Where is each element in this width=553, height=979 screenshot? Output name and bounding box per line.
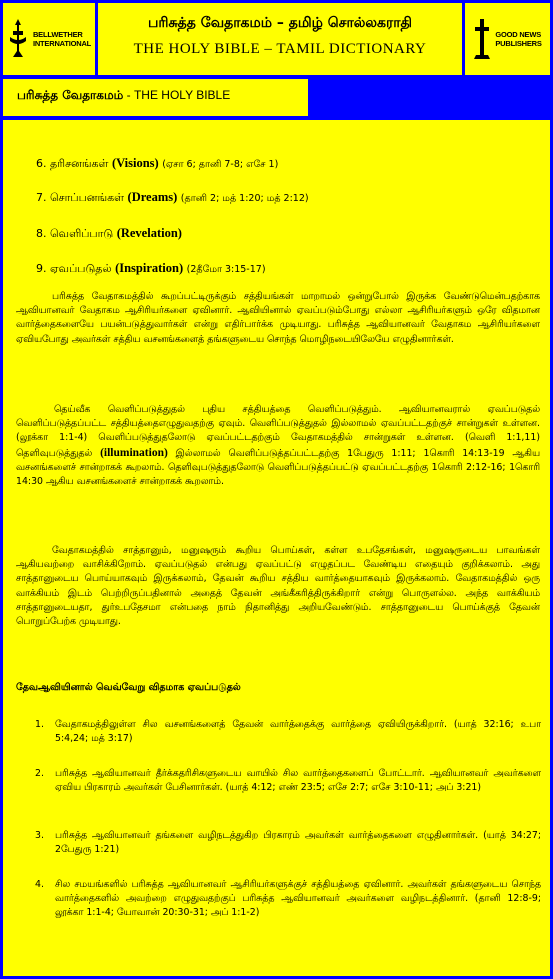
list-item: [35, 878, 541, 921]
numbered-item-english: (Inspiration): [115, 261, 184, 275]
numbered-item-revelation: [36, 226, 182, 241]
numbered-item-ref: (ஏசா 6; தானி 7-8; எசே 1): [162, 159, 279, 170]
numbered-item-english: (Revelation): [116, 226, 182, 240]
numbered-item-tamil: வெளிப்பாடு: [50, 227, 114, 240]
section-label-english: - THE HOLY BIBLE: [123, 88, 231, 102]
paragraph-revelation: [16, 403, 540, 489]
numbered-item-tamil: தரிசனங்கள்: [50, 157, 109, 170]
list-item-num: 3.: [35, 830, 44, 841]
paragraph-text: இல்லாமல் வெளிப்படுத்தப்பட்டதற்கு 1பேதுரு 1:11; 1கொரி 14:13-19 ஆகிய வசனங்களைச் சான்றாகக் கூறலாம். தெளிவுபடுத்துதலோடு வெளிப்படுத்தப்பட்டு ஏவப்பட்டதற்கு 1கொரி 2:12-16; 1கொரி 14:30 ஆகிய வசனங்களைச் சான்றாகக் கூறலாம்.: [16, 447, 540, 488]
numbered-item-ref: (தானி 2; மத் 1:20; மத் 2:12): [180, 193, 309, 204]
goodnews-emblem-icon: [473, 17, 491, 61]
goodnews-logo-line1: GOOD NEWS: [495, 30, 542, 39]
numbered-item-english: (Visions): [111, 156, 159, 170]
subheading: தேவஆவியினால் வெவ்வேறு விதமாக ஏவப்படுதல்: [16, 682, 241, 693]
list-item-text: சில சமயங்களில் பரிசுத்த ஆவியானவர் ஆசிரியர்களுக்குச் சத்தியத்தை ஏவினார். அவர்கள் தங்களுடைய சொந்த வார்த்தைகளில் அவற்றை எழுதுவதற்குப் பரிசுத்த ஆவியானவர் அவர்களை வழிநடத்தினார். (தானி 12:8-9; லூக்கா 1:1-4; யோவான் 20:30-31; அப் 1:1-2): [55, 879, 541, 919]
numbered-item-num: 7.: [36, 191, 47, 204]
numbered-item-dreams: [36, 190, 309, 206]
bellwether-logo-box: [3, 3, 95, 75]
numbered-item-num: 9.: [36, 262, 47, 275]
goodnews-logo-line2: PUBLISHERS: [495, 39, 542, 48]
numbered-item-inspiration: [36, 261, 266, 277]
list-item: [35, 718, 541, 746]
list-item: [35, 829, 541, 857]
list-item-text: வேதாகமத்திலுள்ள சில வசனங்களைத் தேவன் வார்த்தைக்கு வார்த்தை ஏவியிருக்கிறார். (யாத் 32:16; உபா 5:4,24; மத் 3:17): [55, 719, 541, 745]
numbered-item-tamil: ஏவப்படுதல்: [50, 262, 116, 275]
goodnews-logo: [473, 17, 541, 61]
illumination-term: (illumination): [100, 446, 168, 459]
list-item-num: 4.: [35, 879, 44, 890]
section-label-tamil: பரிசுத்த வேதாகமம்: [17, 88, 124, 102]
list-item-text: பரிசுத்த ஆவியானவர் தங்களை வழிநடத்துகிற பிரகாரம் அவர்கள் வார்த்தைகளை எழுதினார்கள். (யாத் 34:27; 2பேதுரு 1:21): [55, 830, 541, 856]
bellwether-logo-line2: INTERNATIONAL: [32, 39, 92, 48]
numbered-item-visions: [36, 156, 278, 172]
bellwether-logo: [7, 17, 91, 61]
page-title-tamil: பரிசுத்த வேதாகமம் – தமிழ் சொல்லகராதி: [148, 15, 412, 31]
numbered-item-num: 6.: [36, 157, 47, 170]
bellwether-emblem-icon: [7, 17, 29, 61]
title-box: [98, 3, 462, 75]
list-item-text: பரிசுத்த ஆவியானவர் தீர்க்கதரிசிகளுடைய வாயில் சில வார்த்தைகளைப் போட்டார். ஆவியானவர் அவர்களை ஏவிய பிரகாரம் அவர்கள் பேசினார்கள். (யாத் 4:12; எண் 23:5; எசே 2:7; எசே 3:10-11; அப் 3:21): [55, 768, 541, 794]
numbered-item-ref: (2தீமோ 3:15-17): [186, 264, 266, 275]
paragraph-text: பரிசுத்த வேதாகமத்தில் கூறப்பட்டிருக்கும் சத்தியங்கள் மாறாமல் ஒன்றுபோல் இருக்க வேண்டுமென்பதற்காக ஆவியானவர் வேதாகம ஆசிரியர்களை ஏவினார். ஆவியினால் ஏவப்படும்போது எல்லா ஆசிரியர்களும் ஒரே விதமான வார்த்தைகளையே பயன்படுத்துவார்கள் என்று எதிர்பார்க்க முடியாது. பரிசுத்த ஆவியானவர் வேதாகம ஆசிரியர்களை ஏவியபோது அவர்கள் சத்திய வசனங்களைத் தங்களுடைய சொந்த மொழிநடையிலேயே எழுதினார்கள்.: [16, 291, 540, 345]
paragraph-satan: [16, 544, 540, 629]
paragraph-text: வேதாகமத்தில் சாத்தானும், மனுஷரும் கூறிய பொய்கள், கள்ள உபதேசங்கள், மனுஷருடைய பாவங்கள் ஆகியவற்றை வாசிக்கிறோம். ஏவப்படுதல் என்பது ஏவப்பட்டு எழுதப்பட வேண்டிய எதையும் குறிக்கலாம். அது சாத்தானுடைய பொய்யாகவும் இருக்கலாம், தேவன் கூறிய சத்திய வார்த்தையாகவும் இருக்கலாம். வேதாகமத்தில் ஒரு வாக்கியம் இடம் பெற்றிருப்பதினால் அதைத் தேவன் அங்கீகரித்திருக்கிறார் என்று பொருளல்ல. அந்த வாக்கியம் சாத்தானுடையதா, துர்உபதேசமா என்பதை நாம் நிதானித்து அறியவேண்டும். சாத்தானுடைய பொய்க்குத் தேவன் பொறுப்பேற்க முடியாது.: [16, 545, 540, 628]
bellwether-logo-line1: BELLWETHER: [32, 30, 83, 39]
numbered-item-english: (Dreams): [127, 190, 178, 204]
list-item: [35, 767, 541, 795]
paragraph-inspiration: [16, 290, 540, 347]
numbered-item-tamil: சொப்பனங்கள்: [50, 191, 125, 204]
section-label-box: [3, 79, 308, 116]
numbered-item-num: 8.: [36, 227, 47, 240]
paragraph-text: தெய்வீக வெளிப்படுத்துதல் புதிய சத்தியத்தை வெளிப்படுத்தும். ஆவியானவரால் ஏவப்படுதல் வெளிப்படுத்தப்பட்ட சத்தியத்தைஎழுதுவதற்கு ஏவும். வெளிப்படுத்துதல் இல்லாமல் ஏவப்பட்டதற்குச் சான்றுகள் உள்ளன. (லூக்கா 1:1-4) வெளிப்படுத்துதலோடு ஏவப்பட்டதற்கும் வேதாகமத்தில் சான்றுகள் உள்ளன. (வெளி 1:1,11) தெளிவுபடுத்துதல்: [16, 404, 540, 459]
page-title-english: THE HOLY BIBLE – TAMIL DICTIONARY: [133, 41, 427, 57]
goodnews-logo-box: [465, 3, 550, 75]
list-item-num: 2.: [35, 768, 44, 779]
main-content: [3, 120, 550, 976]
list-item-num: 1.: [35, 719, 44, 730]
